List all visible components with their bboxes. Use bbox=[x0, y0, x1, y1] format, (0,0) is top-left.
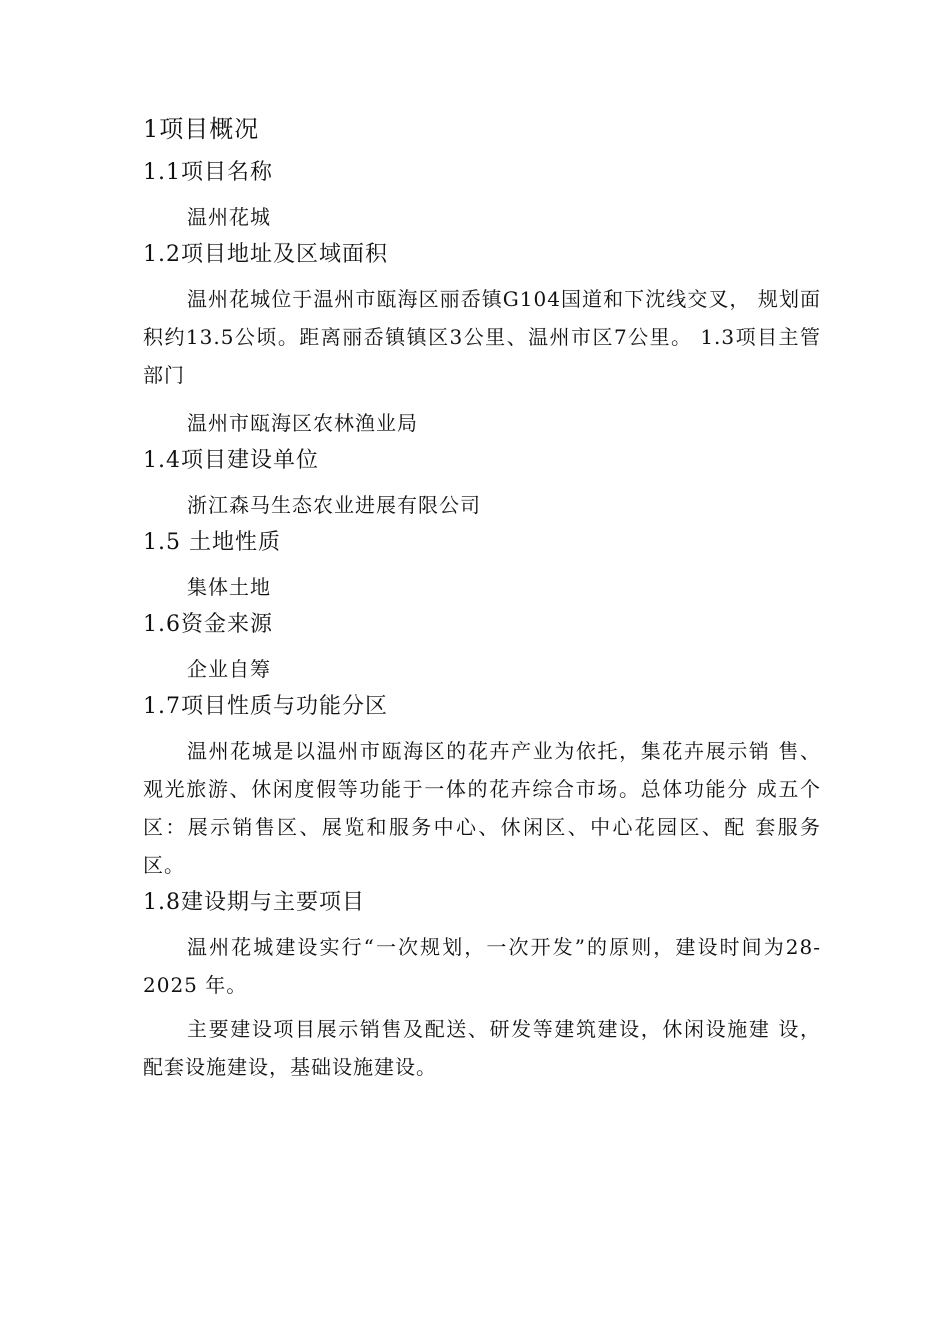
section-body-1-3: 温州市瓯海区农林渔业局 bbox=[187, 411, 418, 435]
section-title-1-4: 1.4项目建设单位 bbox=[143, 448, 319, 473]
section-title-1-6: 1.6资金来源 bbox=[143, 612, 273, 637]
section-body-1-8-paragraph-1: 温州花城建设实行“一次规划，一次开发”的原则，建设时间为28-2025 年。 bbox=[143, 935, 821, 997]
section-title-1-5: 1.5 土地性质 bbox=[143, 530, 281, 555]
section-body-1-7: 温州花城是以温州市瓯海区的花卉产业为依托，集花卉展示销 售、观光旅游、休闲度假等功能于一体的花卉综合市场。总体功能分 成五个区：展示销售区、展览和服务中心、休闲区、中心花园区、配 套服务区。 bbox=[143, 739, 821, 877]
section-body-1-5: 集体土地 bbox=[187, 575, 271, 599]
section-body-1-8-paragraph-2: 主要建设项目展示销售及配送、研发等建筑建设，休闲设施建 设，配套设施建设，基础设施建设。 bbox=[143, 1017, 821, 1079]
section-body-1-6: 企业自筹 bbox=[187, 657, 271, 681]
section-title-1-8: 1.8建设期与主要项目 bbox=[143, 890, 365, 915]
document-body bbox=[143, 112, 821, 1086]
section-body-1-1: 温州花城 bbox=[187, 205, 271, 229]
section-title-1-2: 1.2项目地址及区域面积 bbox=[143, 242, 388, 267]
section-title-1-1: 1.1项目名称 bbox=[143, 160, 273, 185]
section-title-1-7: 1.7项目性质与功能分区 bbox=[143, 694, 388, 719]
section-body-1-2: 温州花城位于温州市瓯海区丽岙镇G104国道和下沈线交叉， 规划面积约13.5公顷。距离丽岙镇镇区3公里、温州市区7公里。 1.3项目主管部门 bbox=[143, 287, 821, 387]
chapter-heading: 1项目概况 bbox=[143, 115, 260, 143]
section-body-1-4: 浙江森马生态农业进展有限公司 bbox=[187, 493, 481, 517]
